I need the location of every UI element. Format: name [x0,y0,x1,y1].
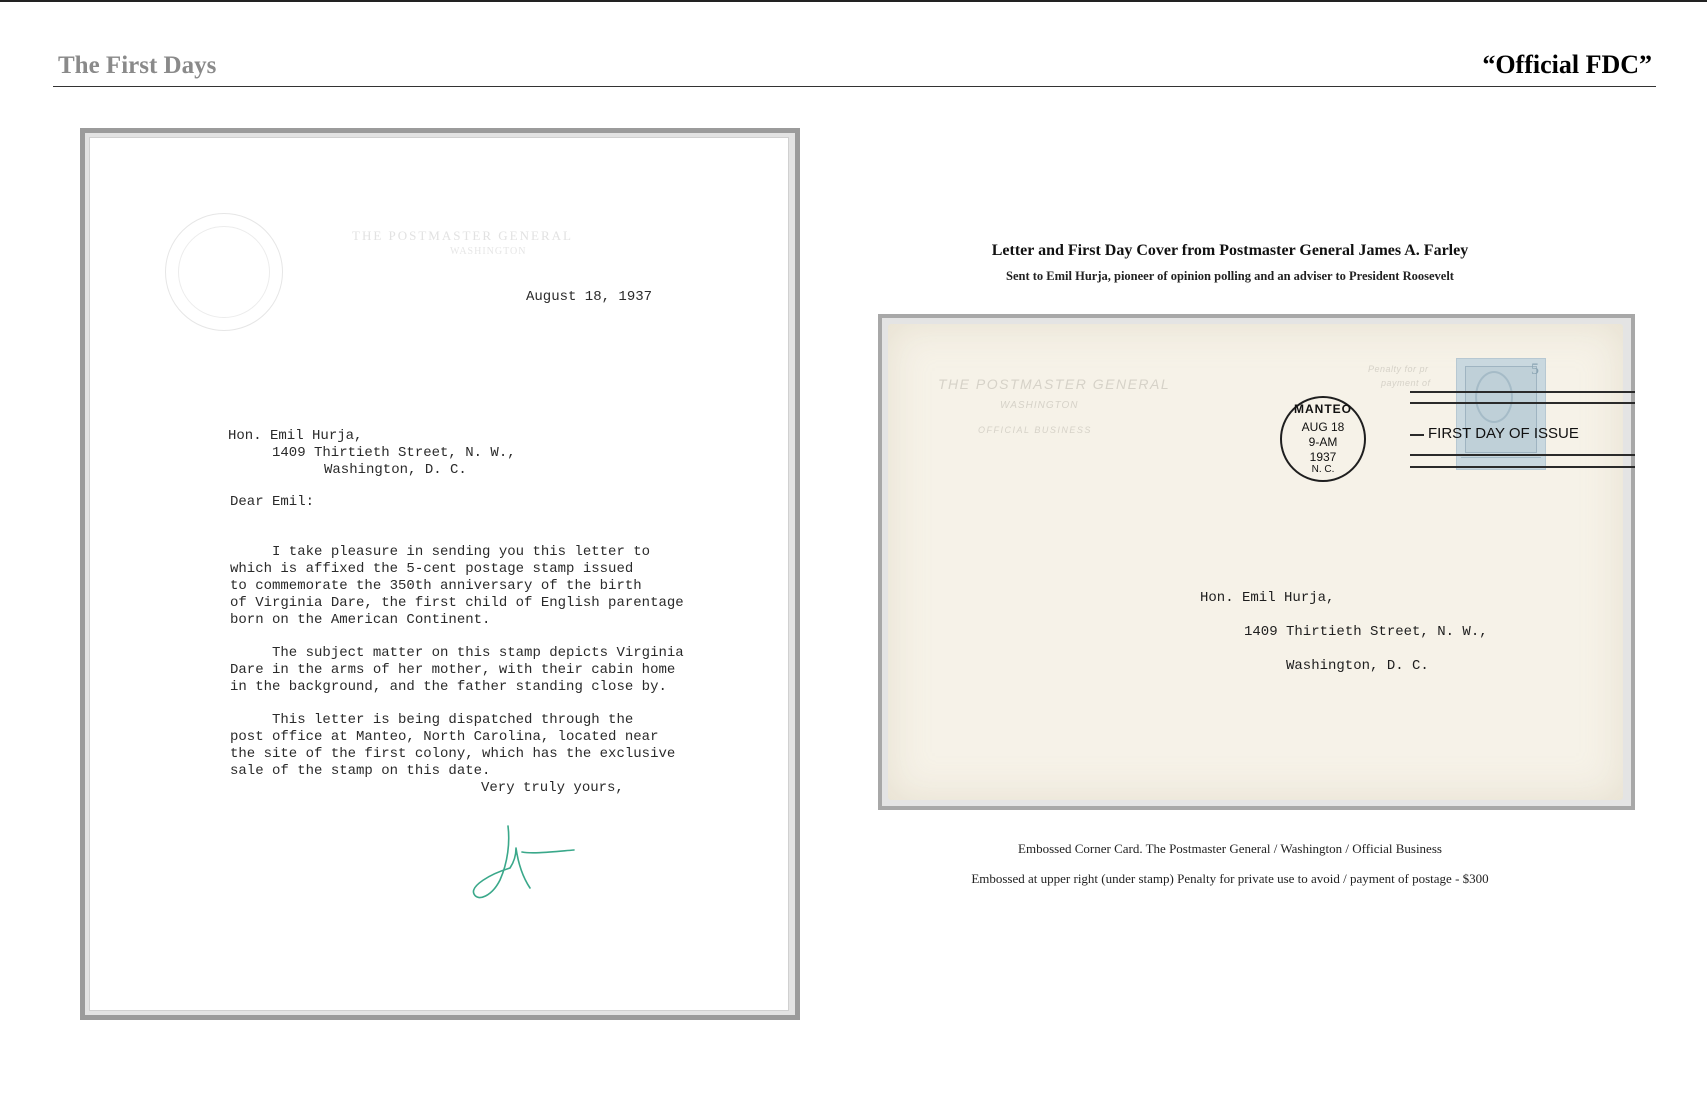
note-corner-card: Embossed Corner Card. The Postmaster General / Washington / Official Business [1018,841,1442,856]
caption-title: Letter and First Day Cover from Postmaster General James A. Farley [991,242,1469,259]
letter-paragraph-2: The subject matter on this stamp depicts Virginia Dare in the arms of her mother, with their cabin home in the background, and the father standing close by. [230,645,684,695]
corner-card-line3: OFFICIAL BUSINESS [978,425,1092,435]
cancel-bar [1410,434,1424,436]
envelope-frame [878,314,1635,810]
letter-mat [85,133,795,1015]
envelope [888,324,1623,800]
postmark-state: N. C. [1311,464,1335,475]
page-header-left: The First Days [58,52,217,79]
letter-paragraph-1: I take pleasure in sending you this letter to which is affixed the 5-cent postage stamp issued to commemorate the 350th anniversary of the birth of Virginia Dare, the first child of English parentage born on the American Continent. [230,544,684,628]
cancel-bar [1410,466,1635,468]
header-divider [53,86,1656,87]
cancel-bar [1410,391,1635,393]
postmark-town: MANTEO [1294,402,1352,416]
letter-frame [80,128,800,1020]
first-day-of-issue-cancel: FIRST DAY OF ISSUE [1428,425,1579,442]
stamp-vignette-icon [1475,371,1513,423]
corner-card-line2: WASHINGTON [1000,400,1079,411]
penalty-line1: Penalty for pr [1368,364,1429,374]
embossed-letterhead-sub: WASHINGTON [450,246,527,257]
top-border [0,0,1707,2]
letter-addressee-city: Washington, D. C. [324,462,467,478]
caption-subtitle: Sent to Emil Hurja, pioneer of opinion polling and an adviser to President Roosevelt [1006,269,1454,283]
envelope-address-city: Washington, D. C. [1286,658,1429,674]
envelope-address-name: Hon. Emil Hurja, [1200,590,1335,606]
postmark-date: AUG 18 [1301,420,1345,434]
stamp-denomination: 5 [1531,361,1539,378]
letter-addressee-street: 1409 Thirtieth Street, N. W., [272,445,516,461]
postmark-year: 1937 [1309,450,1337,464]
note-penalty: Embossed at upper right (under stamp) Penalty for private use to avoid / payment of postage - $300 [971,871,1489,886]
corner-card-line1: THE POSTMASTER GENERAL [938,376,1171,392]
envelope-address-street: 1409 Thirtieth Street, N. W., [1244,624,1488,640]
penalty-line2: payment of [1381,378,1431,388]
envelope-mat [882,318,1631,806]
cancel-bar [1410,454,1635,456]
embossed-seal-icon [165,213,283,331]
page-header-right: “Official FDC” [1482,50,1652,79]
letter-salutation: Dear Emil: [230,494,315,510]
letter-paper [89,137,789,1011]
embossed-letterhead: THE POSTMASTER GENERAL [352,228,573,243]
cancel-bar [1410,402,1635,404]
signature-icon [470,822,580,912]
manteo-postmark [1280,396,1366,482]
letter-addressee-name: Hon. Emil Hurja, [228,428,363,444]
letter-date: August 18, 1937 [526,289,653,305]
letter-closing: Very truly yours, [481,780,624,796]
letter-paragraph-3: This letter is being dispatched through the post office at Manteo, North Carolina, located near the site of the first colony, which has the exclusive sale of the stamp on this date. [230,712,676,779]
postmark-time: 9-AM [1308,435,1338,449]
